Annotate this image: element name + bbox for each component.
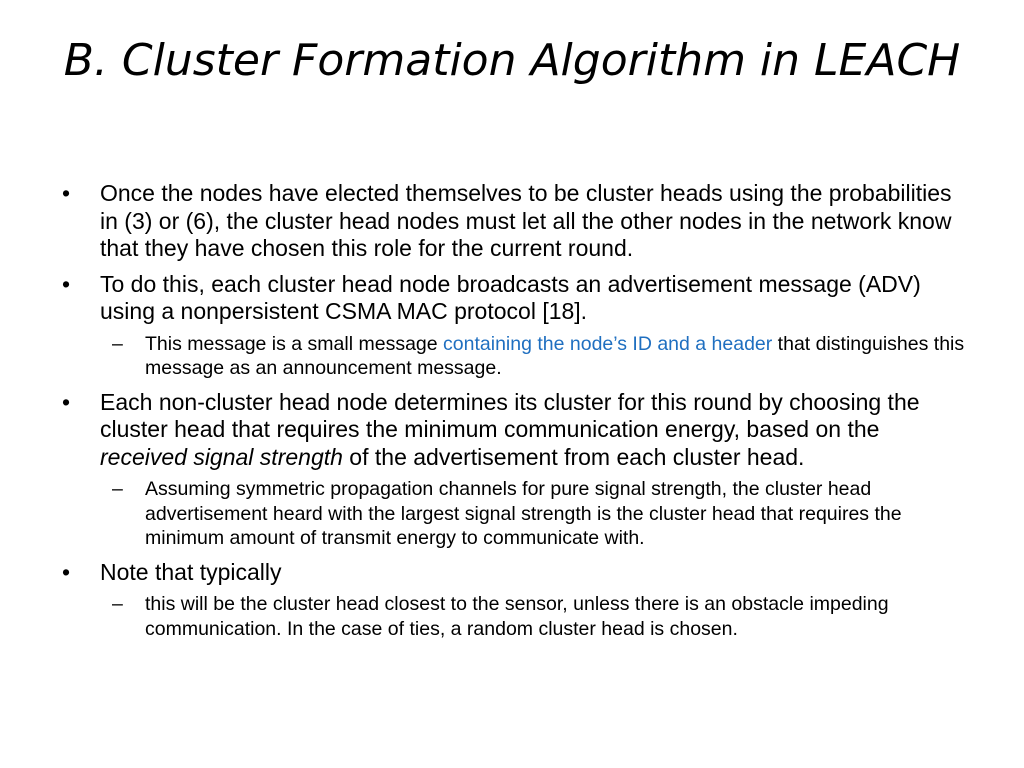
bullet-text-before: Each non-cluster head node determines its cluster for this round by choosing the cluster head that requires the minimum communication energy, based on the — [100, 388, 920, 442]
emphasized-text: received signal strength — [100, 443, 343, 470]
highlighted-text: containing the node’s ID and a header — [443, 332, 773, 355]
sub-bullet-text: this will be the cluster head closest to the sensor, unless there is an obstacle impeding communication. In the case of ties, a random cluster head is chosen. — [145, 593, 889, 640]
slide-body — [62, 180, 972, 649]
bullet-item — [62, 559, 972, 587]
bullet-item — [62, 389, 972, 472]
sub-bullet-marker: – — [112, 478, 123, 500]
sub-bullet-text: Assuming symmetric propagation channels for pure signal strength, the cluster head advertisement heard with the largest signal strength is the cluster head that requires the minimum amount of transmit energy to communicate with. — [145, 478, 902, 549]
bullet-text: To do this, each cluster head node broadcasts an advertisement message (ADV) using a nonpersistent CSMA MAC protocol [18]. — [100, 270, 921, 324]
bullet-marker: • — [62, 180, 71, 206]
bullet-marker: • — [62, 388, 71, 415]
sub-bullet-text-before: This message is a small message — [145, 332, 444, 355]
slide-title: B. Cluster Formation Algorithm in LEACH — [63, 35, 961, 86]
sub-bullet-marker: – — [112, 332, 123, 355]
bullet-text-after: of the advertisement from each cluster head. — [342, 443, 805, 470]
bullet-item — [62, 271, 972, 326]
bullet-item — [62, 180, 972, 263]
bullet-text: Note that typically — [100, 558, 282, 585]
bullet-text: Once the nodes have elected themselves to be cluster heads using the probabilities in (3) or (6), the cluster head nodes must let all the other nodes in the network know that they have chosen this role for the current round. — [100, 180, 952, 261]
sub-bullet-marker: – — [112, 593, 123, 615]
bullet-marker: • — [62, 558, 71, 585]
sub-bullet-item — [62, 477, 972, 551]
sub-bullet-item — [62, 332, 972, 381]
bullet-marker: • — [62, 270, 71, 297]
sub-bullet-text-after: that distinguishes this message as an announcement message. — [145, 332, 965, 379]
sub-bullet-item — [62, 592, 972, 641]
